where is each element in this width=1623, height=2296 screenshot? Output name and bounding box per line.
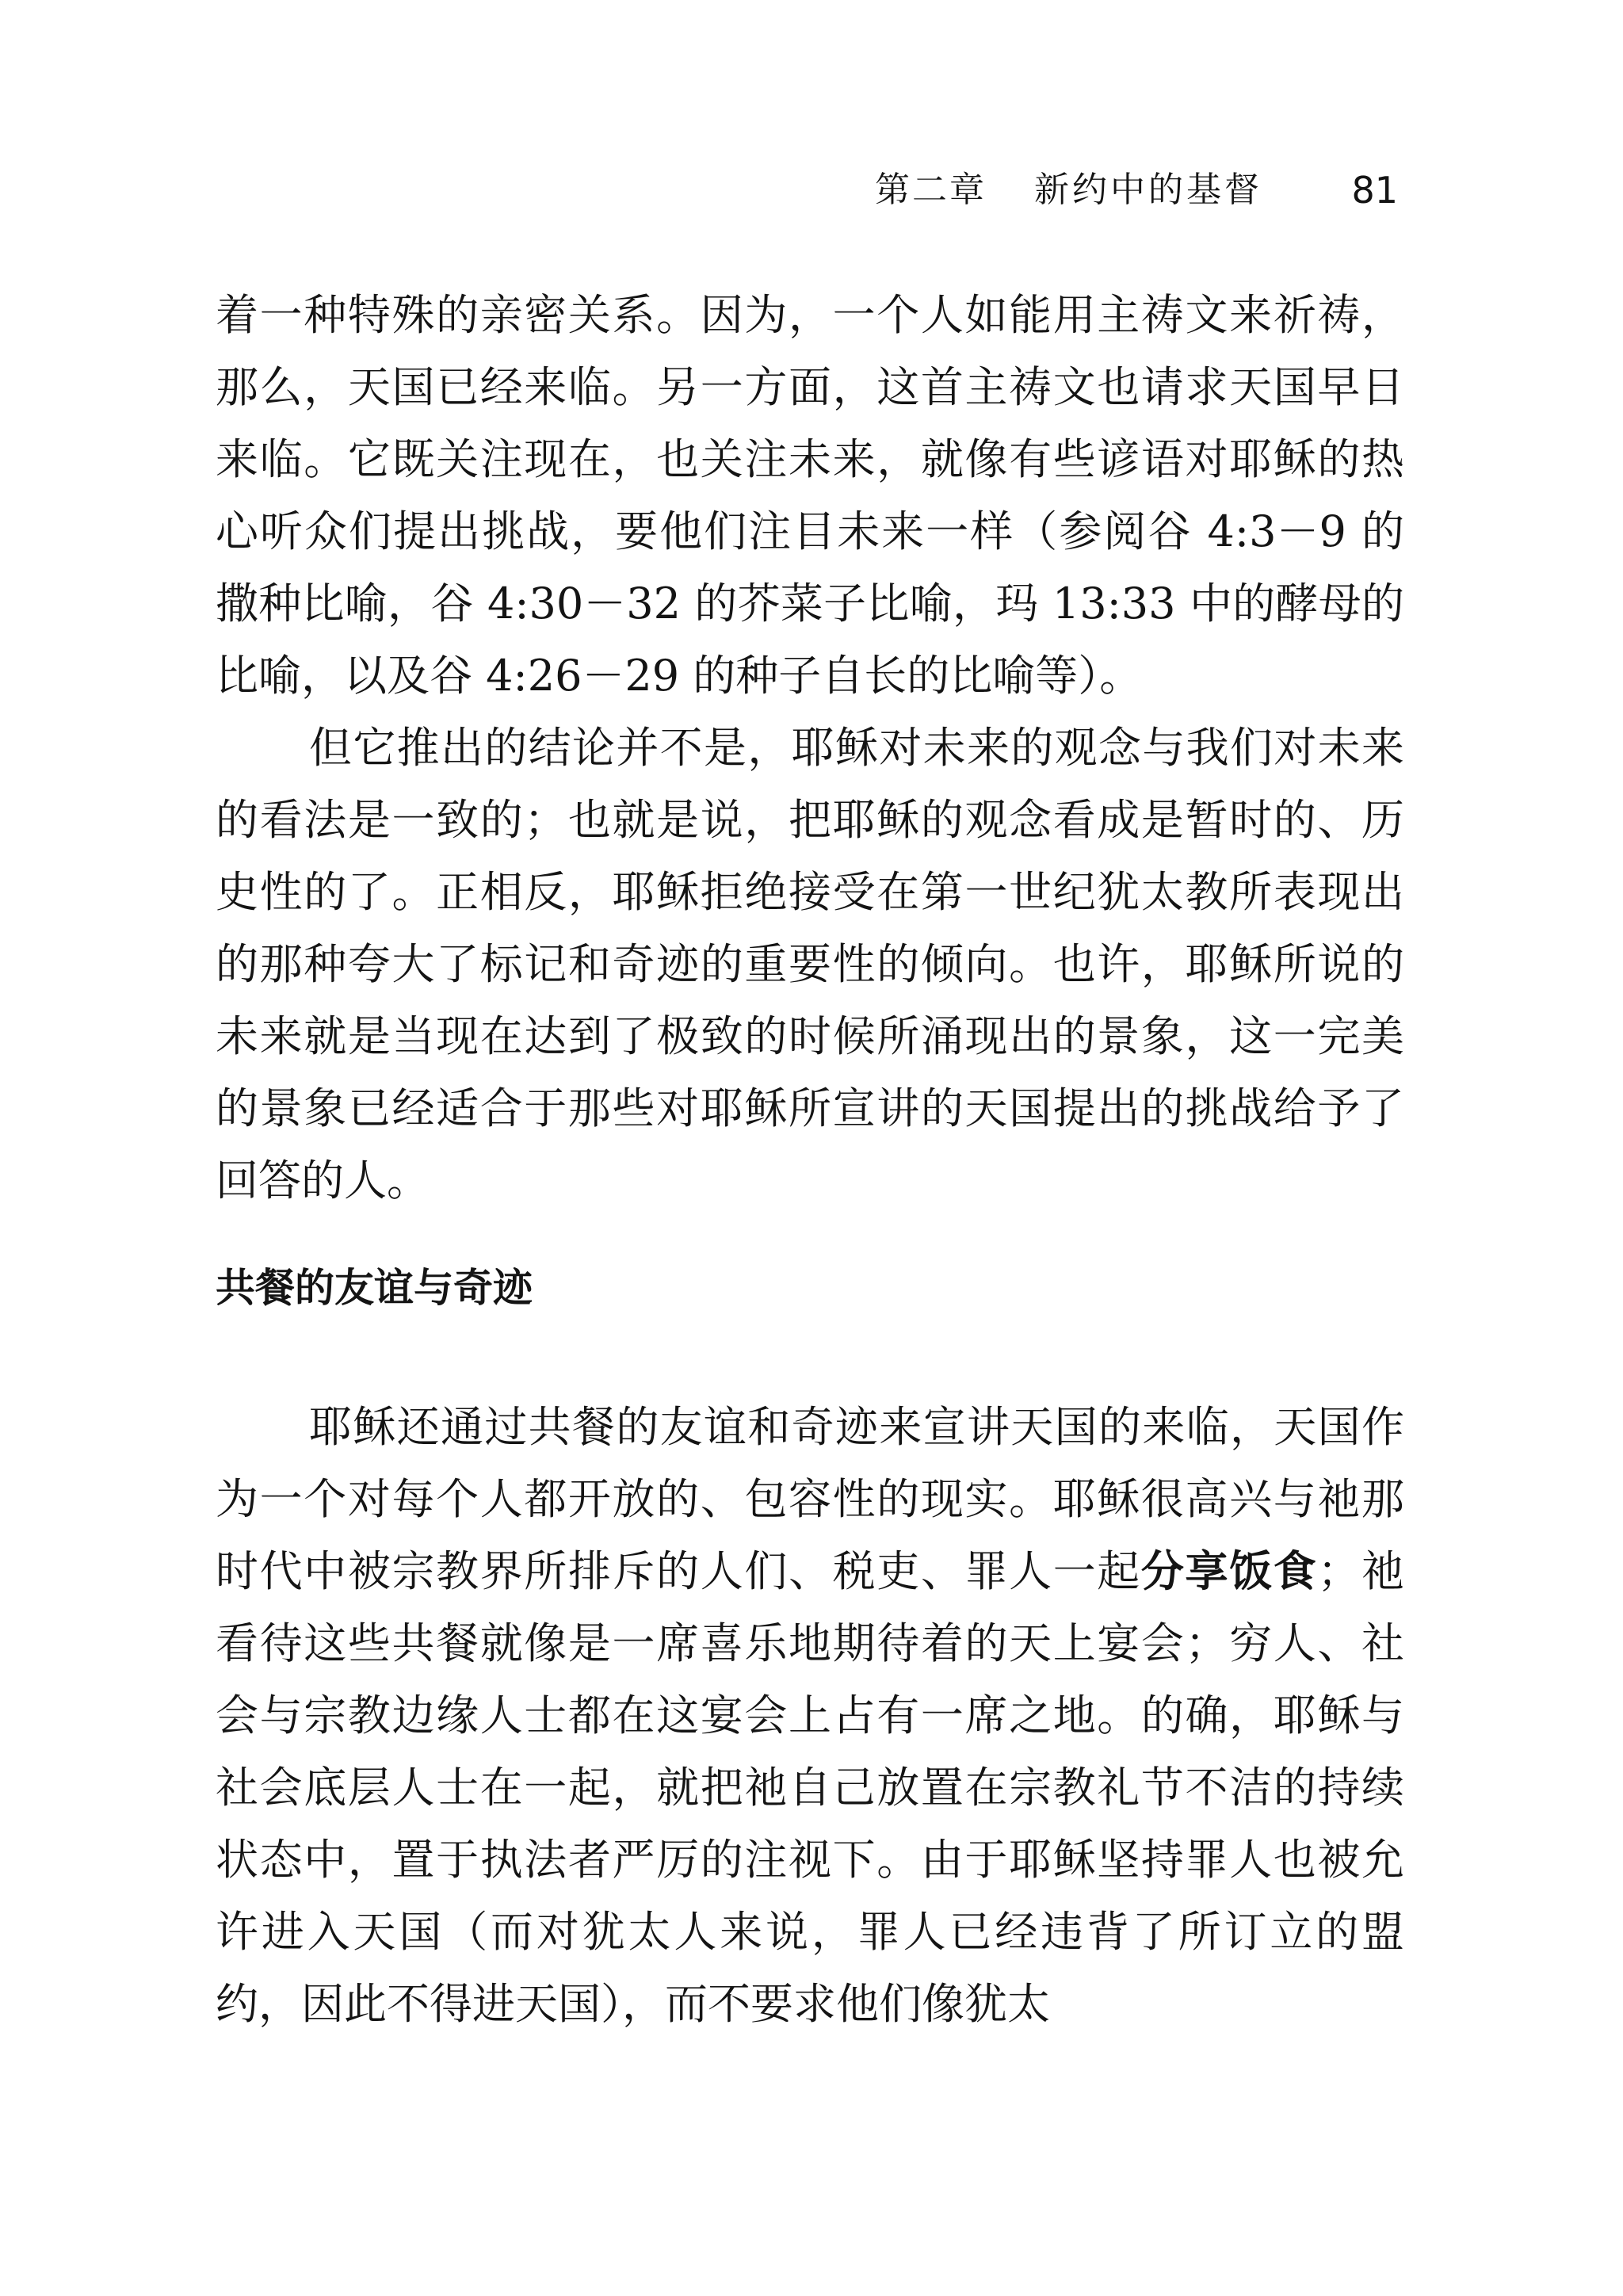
paragraph-continued: 着一种特殊的亲密关系。因为，一个人如能用主祷文来祈祷，那么，天国已经来临。另一方面，这首主祷文也请求天国早日来临。它既关注现在，也关注未来，就像有些谚语对耶稣的热心听众们提出挑战，要他们注目未来一样（参阅谷 4:3－9 的撒种比喻，谷 4:30－32 的芥菜子比喻，玛 13:33 中的酵母的比喻，以及谷 4:26－29 的种子自长的比喻等）。 — [216, 290, 1404, 701]
paragraph-text: ；祂看待这些共餐就像是一席喜乐地期待着的天上宴会；穷人、社会与宗教边缘人士都在这宴会上占有一席之地。的确，耶稣与社会底层人士在一起，就把祂自己放置在宗教礼节不洁的持续状态中，置于执法者严厉的注视下。由于耶稣坚持罪人也被允许进入天国（而对犹太人来说，罪人已经违背了所订立的盟约，因此不得进天国），而不要求他们像犹太 — [216, 1546, 1405, 2029]
running-header — [875, 162, 1398, 218]
paragraph — [216, 1391, 1404, 2040]
paragraph: 但它推出的结论并不是，耶稣对未来的观念与我们对未来的看法是一致的；也就是说，把耶稣的观念看成是暂时的、历史性的了。正相反，耶稣拒绝接受在第一世纪犹太教所表现出的那种夸大了标记和奇迹的重要性的倾向。也许，耶稣所说的未来就是当现在达到了极致的时候所涌现出的景象，这一完美的景象已经适合于那些对耶稣所宣讲的天国提出的挑战给予了回答的人。 — [216, 723, 1404, 1205]
body-text-bottom — [216, 1391, 1404, 2040]
paragraph-text: 耶稣还通过共餐的友谊和奇迹来宣讲天国的来临，天国作为一个对每个人都开放的、包容性的现实。耶稣很高兴与祂那时代中被宗教界所排斥的人们、税吏、罪人一起 — [216, 1402, 1404, 1596]
chapter-label: 第二章 — [875, 170, 987, 210]
emphasized-text: 分享饭食 — [1140, 1546, 1318, 1596]
page-number: 81 — [1351, 169, 1398, 212]
chapter-title: 新约中的基督 — [1034, 170, 1262, 210]
section-heading: 共餐的友谊与奇迹 — [216, 1265, 533, 1311]
body-text-top — [216, 279, 1404, 1217]
